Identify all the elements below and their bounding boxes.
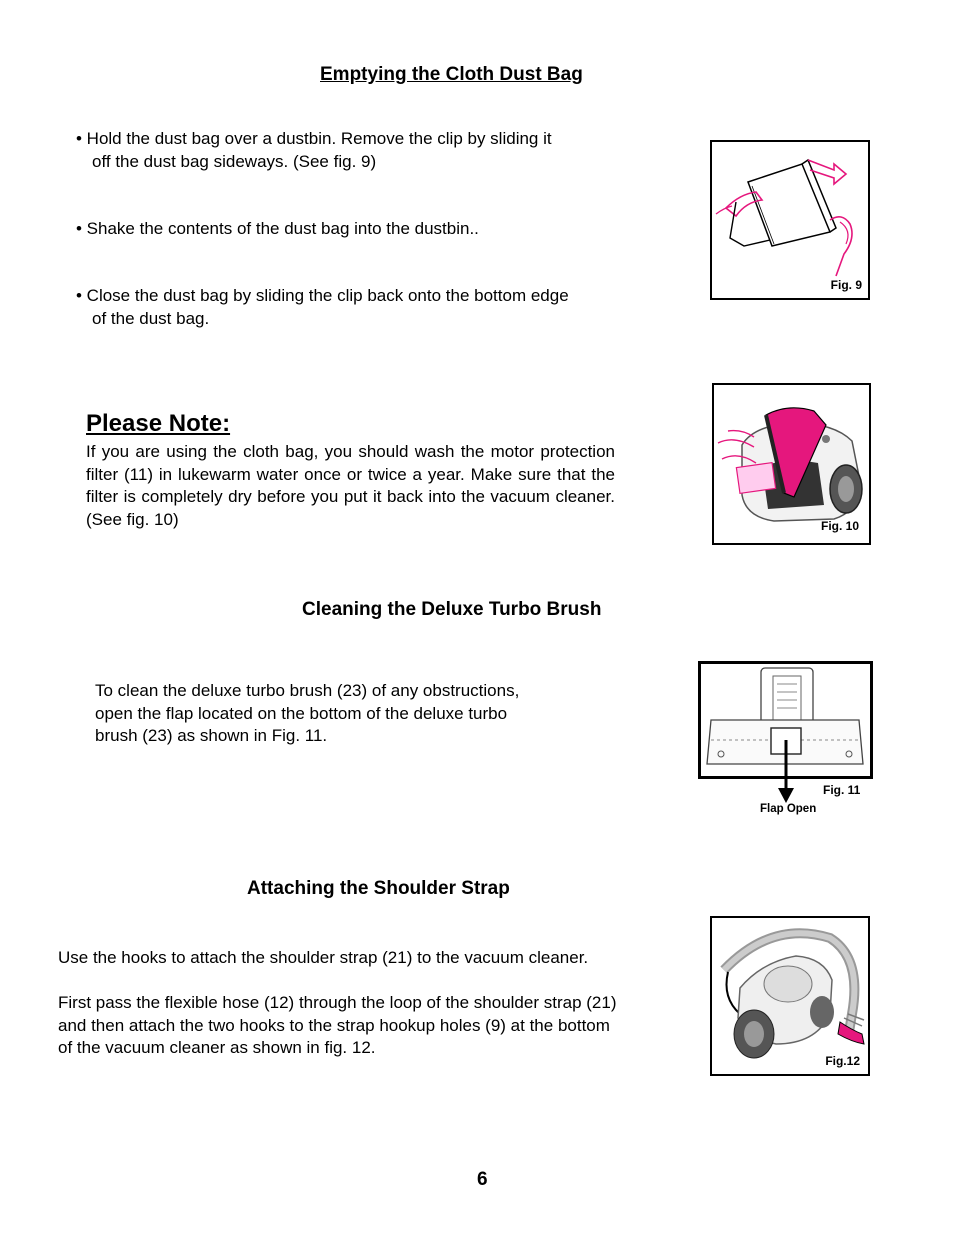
bullet-line: • Close the dust bag by sliding the clip back onto the bottom edge <box>76 286 569 305</box>
text-line: To clean the deluxe turbo brush (23) of any obstructions, <box>95 681 520 700</box>
figure-label: Fig. 11 <box>823 783 861 797</box>
figure-label: Fig.12 <box>825 1054 860 1068</box>
bullet-line: off the dust bag sideways. (See fig. 9) <box>92 151 377 171</box>
arrow-down-icon <box>778 740 794 804</box>
strap-para-2 <box>58 992 698 1060</box>
figure-9 <box>710 140 870 300</box>
figure-label: Fig. 9 <box>830 278 862 292</box>
dust-bag-clip-illustration <box>712 142 868 298</box>
text-line: open the flap located on the bottom of the deluxe turbo <box>95 703 508 723</box>
turbo-brush-instructions <box>95 680 615 748</box>
bullet-line: • Hold the dust bag over a dustbin. Remove the clip by sliding it <box>76 129 552 148</box>
bullet-hold-bag <box>76 128 676 173</box>
bullet-shake-bag: • Shake the contents of the dust bag into the dustbin.. <box>76 219 479 238</box>
note-text: If you are using the cloth bag, you should wash the motor protection filter (11) in lukewarm water once or twice a year. Make sure that the filter is completely dry before you put it back into the vacuum cleaner. (See fig. 10) <box>86 442 615 529</box>
bullet-close-bag <box>76 285 676 330</box>
figure-label: Fig. 10 <box>820 519 859 533</box>
text-line: First pass the flexible hose (12) through the loop of the shoulder strap (21) <box>58 993 617 1012</box>
flap-open-label: Flap Open <box>760 803 817 815</box>
figure-12 <box>710 916 870 1076</box>
page-number: 6 <box>477 1169 488 1190</box>
bullet-line: of the dust bag. <box>92 308 210 328</box>
note-title: Please Note: <box>86 410 231 437</box>
text-line: of the vacuum cleaner as shown in fig. 12. <box>58 1038 376 1057</box>
vacuum-shoulder-strap-illustration <box>712 918 868 1074</box>
section-title-turbo-brush: Cleaning the Deluxe Turbo Brush <box>302 599 602 620</box>
section-title-emptying: Emptying the Cloth Dust Bag <box>320 64 583 85</box>
figure-10 <box>712 383 871 545</box>
strap-para-1: Use the hooks to attach the shoulder strap (21) to the vacuum cleaner. <box>58 948 589 967</box>
text-line: and then attach the two hooks to the strap hookup holes (9) at the bottom <box>58 1015 610 1035</box>
section-title-shoulder-strap: Attaching the Shoulder Strap <box>247 878 510 899</box>
text-line: brush (23) as shown in Fig. 11. <box>95 726 328 745</box>
